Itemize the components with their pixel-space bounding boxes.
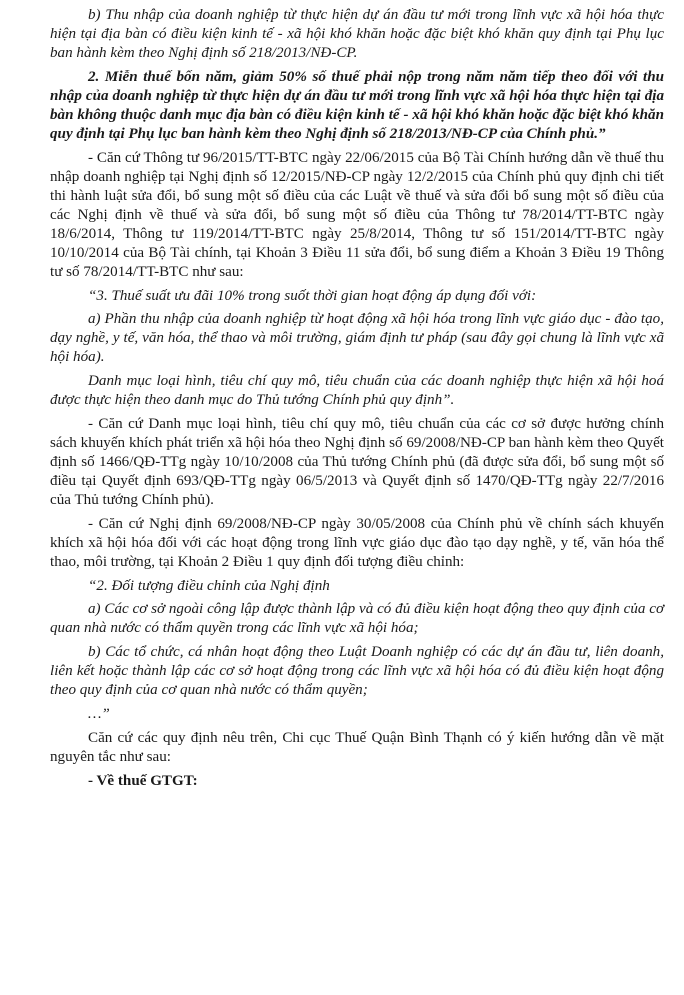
paragraph-decree-69-2008: - Căn cứ Nghị định 69/2008/NĐ-CP ngày 30/05/2008 của Chính phủ về chính sách khuyến khích xã hội hóa đối với các hoạt động trong lĩnh vực giáo dục đào tạo dạy nghề, y tế, văn hóa thể thao, môi trường, tại Khoản 2 Điều 1 quy định đối tượng điều chỉnh: <box>50 516 664 570</box>
paragraph-circular-96-2015: - Căn cứ Thông tư 96/2015/TT-BTC ngày 22/06/2015 của Bộ Tài Chính hướng dẫn về thuế thu nhập doanh nghiệp tại Nghị định số 12/2015/NĐ-CP ngày 12/2/2015 của Chính phủ quy định chi tiết thi hành luật sửa đổi, bổ sung một số điều của các Luật về thuế và sửa đổi bổ sung một số điều của các Nghị định về thuế và sửa đổi, bổ sung một số điều của Thông tư 78/2014/TT-BTC ngày 18/6/2014, Thông tư 119/2014/TT-BTC ngày 25/8/2014, Thông tư số 151/2014/TT-BTC ngày 10/10/2014 của Bộ Tài chính, tại Khoản 3 Điều 11 sửa đổi, bổ sung điểm a Khoản 3 Điều 19 Thông tư số 78/2014/TT-BTC như sau: <box>50 150 664 280</box>
paragraph-subject-b: b) Các tổ chức, cá nhân hoạt động theo Luật Doanh nghiệp có các dự án đầu tư, liên doanh, liên kết hoặc thành lập các cơ sở hoạt động trong các lĩnh vực xã hội hóa có đủ điều kiện hoạt động theo quy định của cơ quan nhà nước có thẩm quyền; <box>50 644 664 698</box>
paragraph-category-list: Danh mục loại hình, tiêu chí quy mô, tiêu chuẩn của các doanh nghiệp thực hiện xã hội hoá được thực hiện theo danh mục do Thủ tướng Chính phủ quy định”. <box>50 373 664 408</box>
paragraph-tax-rate-10: “3. Thuế suất ưu đãi 10% trong suốt thời gian hoạt động áp dụng đối với: <box>88 288 537 304</box>
paragraph-conclusion: Căn cứ các quy định nêu trên, Chi cục Thuế Quận Bình Thạnh có ý kiến hướng dẫn về mặt nguyên tắc như sau: <box>50 730 664 765</box>
paragraph-tax-exemption: 2. Miễn thuế bốn năm, giảm 50% số thuế phải nộp trong năm năm tiếp theo đối với thu nhập của doanh nghiệp từ thực hiện dự án đầu tư mới trong lĩnh vực xã hội hóa thực hiện tại địa bàn không thuộc danh mục địa bàn có điều kiện kinh tế - xã hội khó khăn hoặc đặc biệt khó khăn quy định tại Phụ lục ban hành kèm theo Nghị định số 218/2013/NĐ-CP của Chính phủ.” <box>50 69 664 142</box>
paragraph-income-socialization: a) Phần thu nhập của doanh nghiệp từ hoạt động xã hội hóa trong lĩnh vực giáo dục - đào tạo, dạy nghề, y tế, văn hóa, thể thao và môi trường, giám định tư pháp (sau đây gọi chung là lĩnh vực xã hội hóa). <box>50 311 664 365</box>
paragraph-decision-1466: - Căn cứ Danh mục loại hình, tiêu chí quy mô, tiêu chuẩn của các cơ sở được hưởng chính sách khuyến khích phát triển xã hội hóa theo Nghị định số 69/2008/NĐ-CP ban hành kèm theo Quyết định số 1466/QĐ-TTg ngày 10/10/2008 của Thủ tướng Chính phủ (đã được sửa đổi, bổ sung một số điều tại Quyết định 693/QĐ-TTg ngày 06/5/2013 và Quyết định số 1470/QĐ-TTg ngày 22/7/2016 của Thủ tướng Chính phủ). <box>50 416 664 508</box>
paragraph-subject-a: a) Các cơ sở ngoài công lập được thành lập và có đủ điều kiện hoạt động theo quy định của cơ quan nhà nước có thẩm quyền trong các lĩnh vực xã hội hóa; <box>50 601 664 636</box>
section-heading-vat: - Về thuế GTGT: <box>88 773 198 789</box>
paragraph-subject-heading: “2. Đối tượng điều chỉnh của Nghị định <box>88 578 330 594</box>
paragraph-ellipsis: …” <box>88 706 110 722</box>
paragraph-income-point-b: b) Thu nhập của doanh nghiệp từ thực hiện dự án đầu tư mới trong lĩnh vực xã hội hóa thực hiện tại địa bàn có điều kiện kinh tế - xã hội khó khăn hoặc đặc biệt khó khăn quy định tại Phụ lục ban hành kèm theo Nghị định số 218/2013/NĐ-CP. <box>50 7 664 61</box>
